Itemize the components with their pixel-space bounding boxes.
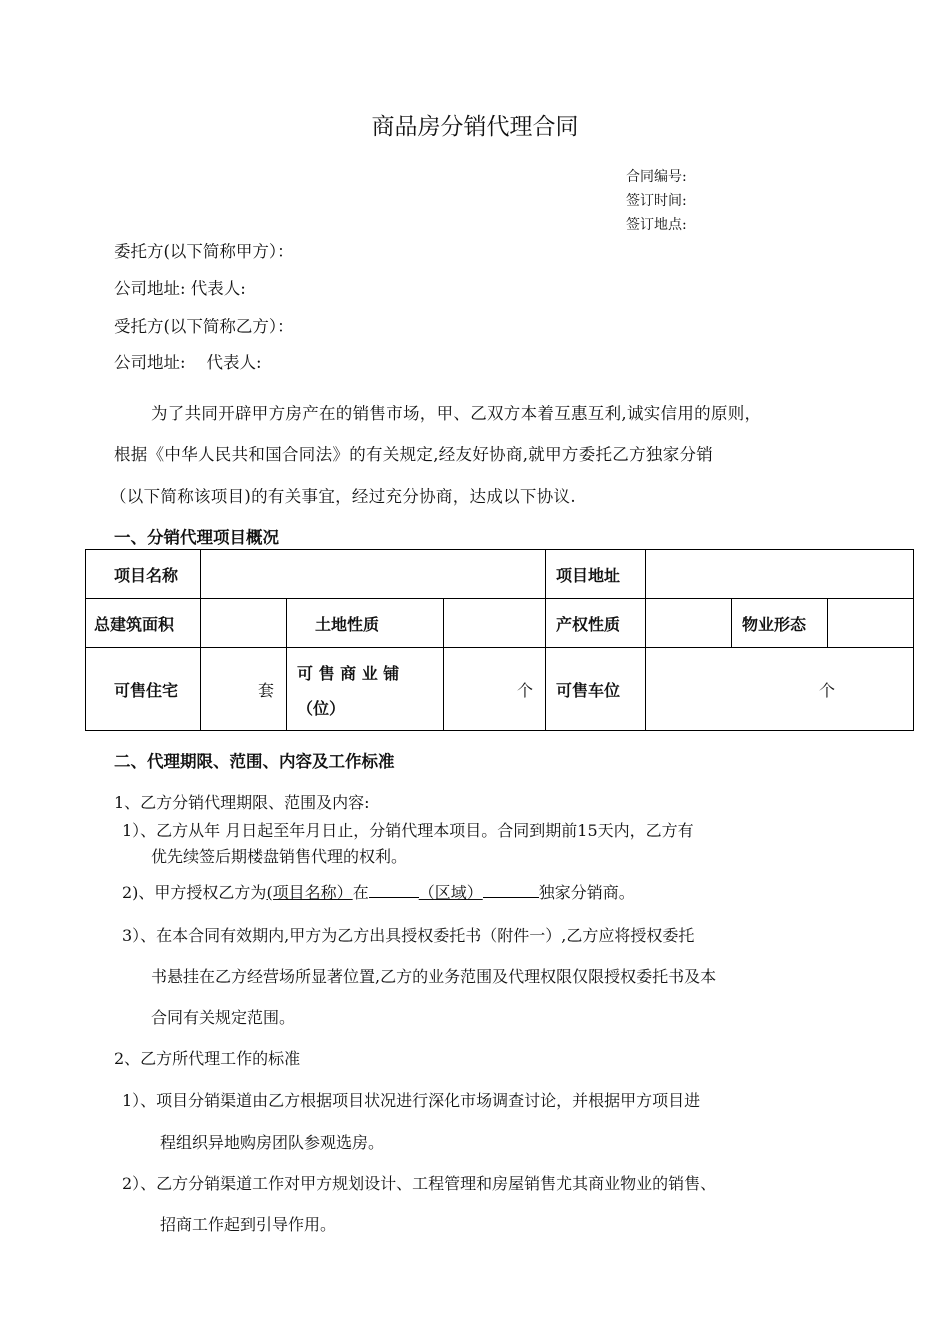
party-a-address-line: 公司地址: 代表人:	[114, 279, 246, 298]
land-nature-label: 土地性质	[287, 599, 444, 648]
clause-1-3-line-1: 3）、在本合同有效期内,甲方为乙方出具授权委托书（附件一）,乙方应将授权委托	[122, 926, 695, 945]
shops-label	[287, 648, 444, 731]
section-2-heading: 二、代理期限、范围、内容及工作标准	[114, 752, 395, 771]
region-blank-right	[483, 882, 539, 898]
table-row	[86, 599, 914, 648]
property-right-cell	[646, 599, 732, 648]
clause-1-3-line-2: 书悬挂在乙方经营场所显著位置,乙方的业务范围及代理权限仅限授权委托书及本	[151, 967, 717, 986]
total-area-label: 总建筑面积	[86, 599, 201, 648]
residential-label: 可售住宅	[86, 648, 201, 731]
clause-1-1-line-1: 1）、乙方从年 月日起至年月日止，分销代理本项目。合同到期前15天内，乙方有	[122, 821, 694, 840]
table-row	[86, 550, 914, 599]
project-address-label: 项目地址	[546, 550, 646, 599]
clause-1-2	[122, 880, 635, 903]
party-b-address-line: 公司地址: 代表人:	[114, 353, 262, 372]
contract-number-label: 合同编号:	[626, 169, 687, 185]
sign-time-label: 签订时间:	[626, 193, 687, 209]
project-name-label: 项目名称	[86, 550, 201, 599]
clause-2-1-line-2: 程组织异地购房团队参观选房。	[160, 1133, 385, 1152]
shops-unit-cell: 个	[444, 648, 546, 731]
clause-1-2-suffix: 独家分销商。	[538, 883, 635, 902]
region-blank: （区域）	[418, 883, 483, 902]
shops-label-line-2: （位）	[297, 699, 346, 718]
clause-2: 2、乙方所代理工作的标准	[114, 1049, 301, 1068]
region-blank-left	[369, 882, 419, 898]
sign-place-label: 签订地点:	[626, 217, 687, 233]
clause-2-2-line-2: 招商工作起到引导作用。	[160, 1215, 337, 1234]
project-name-blank: (项目名称）	[266, 883, 353, 902]
shops-label-line-1: 可 售 商 业 铺	[297, 664, 400, 683]
clause-1-3-line-3: 合同有关规定范围。	[151, 1008, 296, 1027]
clause-1-1-line-2: 优先续签后期楼盘销售代理的权利。	[151, 847, 408, 866]
clause-1-2-prefix: 2)、甲方授权乙方为	[122, 883, 267, 902]
clause-2-2-line-1: 2）、乙方分销渠道工作对甲方规划设计、工程管理和房屋销售尤其商业物业的销售、	[122, 1174, 717, 1193]
land-nature-cell	[444, 599, 546, 648]
project-overview-table	[85, 549, 914, 731]
section-1-heading: 一、分销代理项目概况	[114, 528, 279, 547]
intro-line-1: 为了共同开辟甲方房产在的销售市场，甲、乙双方本着互惠互利,诚实信用的原则，	[151, 404, 762, 423]
property-right-label: 产权性质	[546, 599, 646, 648]
party-b-line: 受托方(以下简称乙方）：	[114, 317, 294, 336]
residential-unit-cell: 套	[201, 648, 287, 731]
clause-1: 1、乙方分销代理期限、范围及内容:	[114, 793, 370, 812]
property-form-cell	[828, 599, 914, 648]
project-name-cell	[201, 550, 546, 599]
property-form-label: 物业形态	[732, 599, 828, 648]
intro-line-3: （以下简称该项目)的有关事宜，经过充分协商，达成以下协议.	[110, 487, 576, 506]
table-row	[86, 648, 914, 731]
parking-unit-cell: 个	[646, 648, 914, 731]
clause-2-1-line-1: 1）、项目分销渠道由乙方根据项目状况进行深化市场调查讨论，并根据甲方项目进	[122, 1091, 701, 1110]
document-title: 商品房分销代理合同	[371, 114, 579, 140]
project-address-cell	[646, 550, 914, 599]
total-area-cell	[201, 599, 287, 648]
parking-label: 可售车位	[546, 648, 646, 731]
clause-1-2-in: 在	[352, 883, 369, 902]
party-a-line: 委托方(以下简称甲方）：	[114, 242, 294, 261]
intro-line-2: 根据《中华人民共和国合同法》的有关规定,经友好协商,就甲方委托乙方独家分销	[114, 445, 714, 464]
